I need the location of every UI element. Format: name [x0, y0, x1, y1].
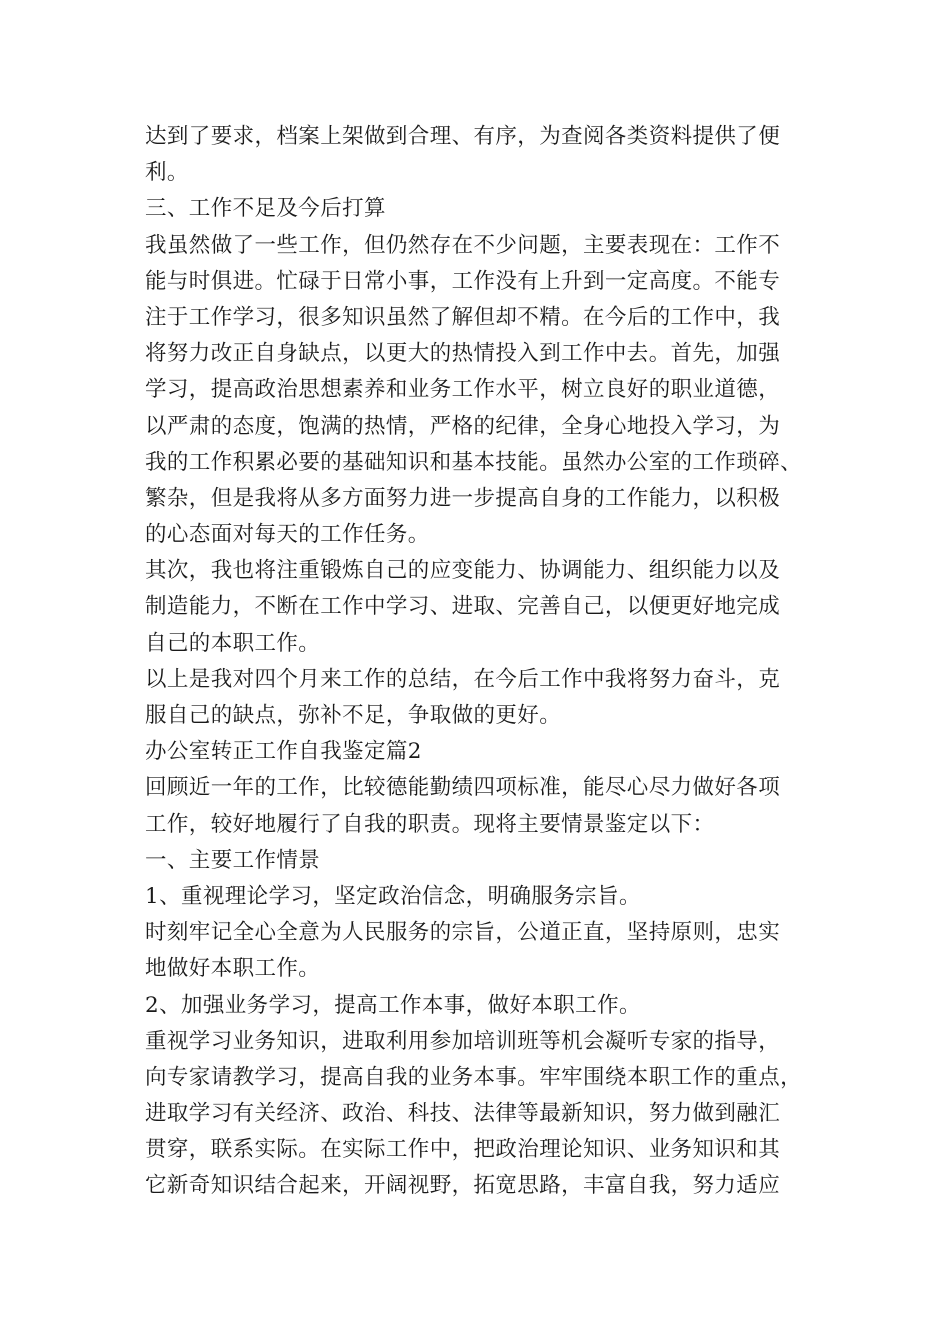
text-line: 达到了要求，档案上架做到合理、有序，为查阅各类资料提供了便 [145, 124, 781, 149]
section-heading: 三、工作不足及今后打算 [145, 196, 386, 222]
text-line: 贯穿，联系实际。在实际工作中，把政治理论知识、业务知识和其 [145, 1137, 781, 1163]
text-line: 地做好本职工作。 [145, 956, 321, 982]
text-line: 我虽然做了一些工作，但仍然存在不少问题，主要表现在：工作不 [145, 232, 781, 258]
subsection-heading: 2、加强业务学习，提高工作本事，做好本职工作。 [145, 992, 641, 1018]
text-line: 进取学习有关经济、政治、科技、法律等最新知识，努力做到融汇 [145, 1101, 781, 1127]
text-line: 将努力改正自身缺点，以更大的热情投入到工作中去。首先，加强 [145, 341, 781, 367]
text-line: 能与时俱进。忙碌于日常小事，工作没有上升到一定高度。不能专 [145, 268, 781, 294]
text-line: 以上是我对四个月来工作的总结，在今后工作中我将努力奋斗，克 [145, 666, 781, 692]
text-line: 繁杂，但是我将从多方面努力进一步提高自身的工作能力，以积极 [145, 485, 781, 511]
text-line: 学习，提高政治思想素养和业务工作水平，树立良好的职业道德， [145, 377, 781, 403]
text-line: 自己的本职工作。 [145, 630, 321, 656]
text-line: 向专家请教学习，提高自我的业务本事。牢牢围绕本职工作的重点， [145, 1064, 803, 1090]
document-body [145, 119, 815, 1205]
text-line: 我的工作积累必要的基础知识和基本技能。虽然办公室的工作琐碎、 [145, 449, 803, 475]
text-line: 注于工作学习，很多知识虽然了解但却不精。在今后的工作中，我 [145, 304, 781, 330]
text-line: 重视学习业务知识，进取利用参加培训班等机会凝听专家的指导， [145, 1028, 781, 1054]
text-line: 以严肃的态度，饱满的热情，严格的纪律，全身心地投入学习，为 [145, 413, 781, 439]
text-line: 制造能力，不断在工作中学习、进取、完善自己，以便更好地完成 [145, 594, 781, 620]
text-line: 的心态面对每天的工作任务。 [145, 522, 430, 548]
text-line: 时刻牢记全心全意为人民服务的宗旨，公道正直，坚持原则，忠实 [145, 920, 781, 946]
article-title: 办公室转正工作自我鉴定篇2 [145, 739, 422, 765]
text-line: 其次，我也将注重锻炼自己的应变能力、协调能力、组织能力以及 [145, 558, 781, 584]
subsection-heading: 1、重视理论学习，坚定政治信念，明确服务宗旨。 [145, 883, 641, 909]
text-line: 它新奇知识结合起来，开阔视野，拓宽思路，丰富自我，努力适应 [145, 1173, 781, 1199]
section-heading: 一、主要工作情景 [145, 847, 321, 873]
text-line: 服自己的缺点，弥补不足，争取做的更好。 [145, 703, 562, 728]
text-line: 利。 [145, 160, 189, 186]
text-line: 工作，较好地履行了自我的职责。现将主要情景鉴定以下： [145, 811, 715, 837]
text-line: 回顾近一年的工作，比较德能勤绩四项标准，能尽心尽力做好各项 [145, 775, 781, 801]
